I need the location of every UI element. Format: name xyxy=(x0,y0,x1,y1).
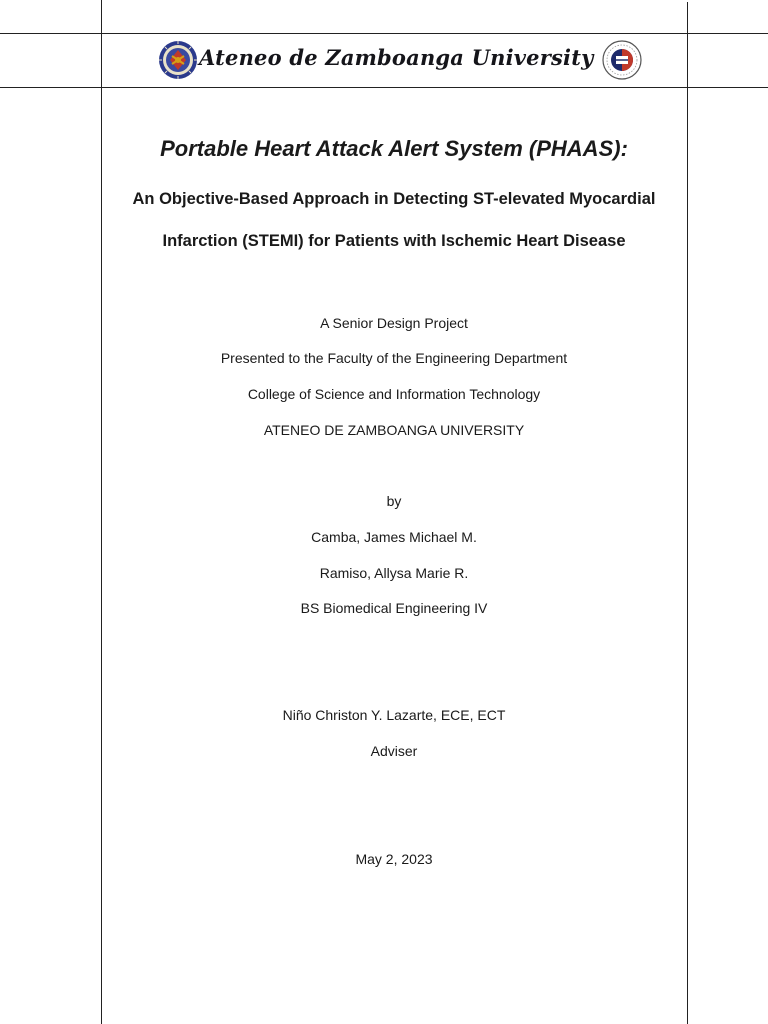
department-logo-icon xyxy=(601,39,643,81)
header-bottom-rule xyxy=(0,87,768,88)
university-seal-icon xyxy=(158,39,198,81)
project-type: A Senior Design Project xyxy=(320,315,468,331)
document-title: Portable Heart Attack Alert System (PHAAS): xyxy=(160,136,628,161)
by-label: by xyxy=(386,493,402,509)
right-frame-line xyxy=(687,2,688,1024)
adviser-label: Adviser xyxy=(370,743,418,759)
document-subtitle-line-2: Infarction (STEMI) for Patients with Ischemic Heart Disease xyxy=(162,232,626,250)
author-1: Camba, James Michael M. xyxy=(311,529,477,545)
author-2: Ramiso, Allysa Marie R. xyxy=(319,565,469,581)
document-date: May 2, 2023 xyxy=(355,851,433,867)
program-name: BS Biomedical Engineering IV xyxy=(300,600,488,616)
document-subtitle-line-1: An Objective-Based Approach in Detecting ST-elevated Myocardial xyxy=(132,190,656,208)
presented-to: Presented to the Faculty of the Engineering Department xyxy=(220,350,568,366)
college-name: College of Science and Information Technology xyxy=(247,386,541,402)
university-name: Ateneo de Zamboanga University xyxy=(199,45,594,70)
header-band xyxy=(101,34,687,87)
adviser-name: Niño Christon Y. Lazarte, ECE, ECT xyxy=(282,707,506,723)
university-caps: ATENEO DE ZAMBOANGA UNIVERSITY xyxy=(263,422,525,438)
